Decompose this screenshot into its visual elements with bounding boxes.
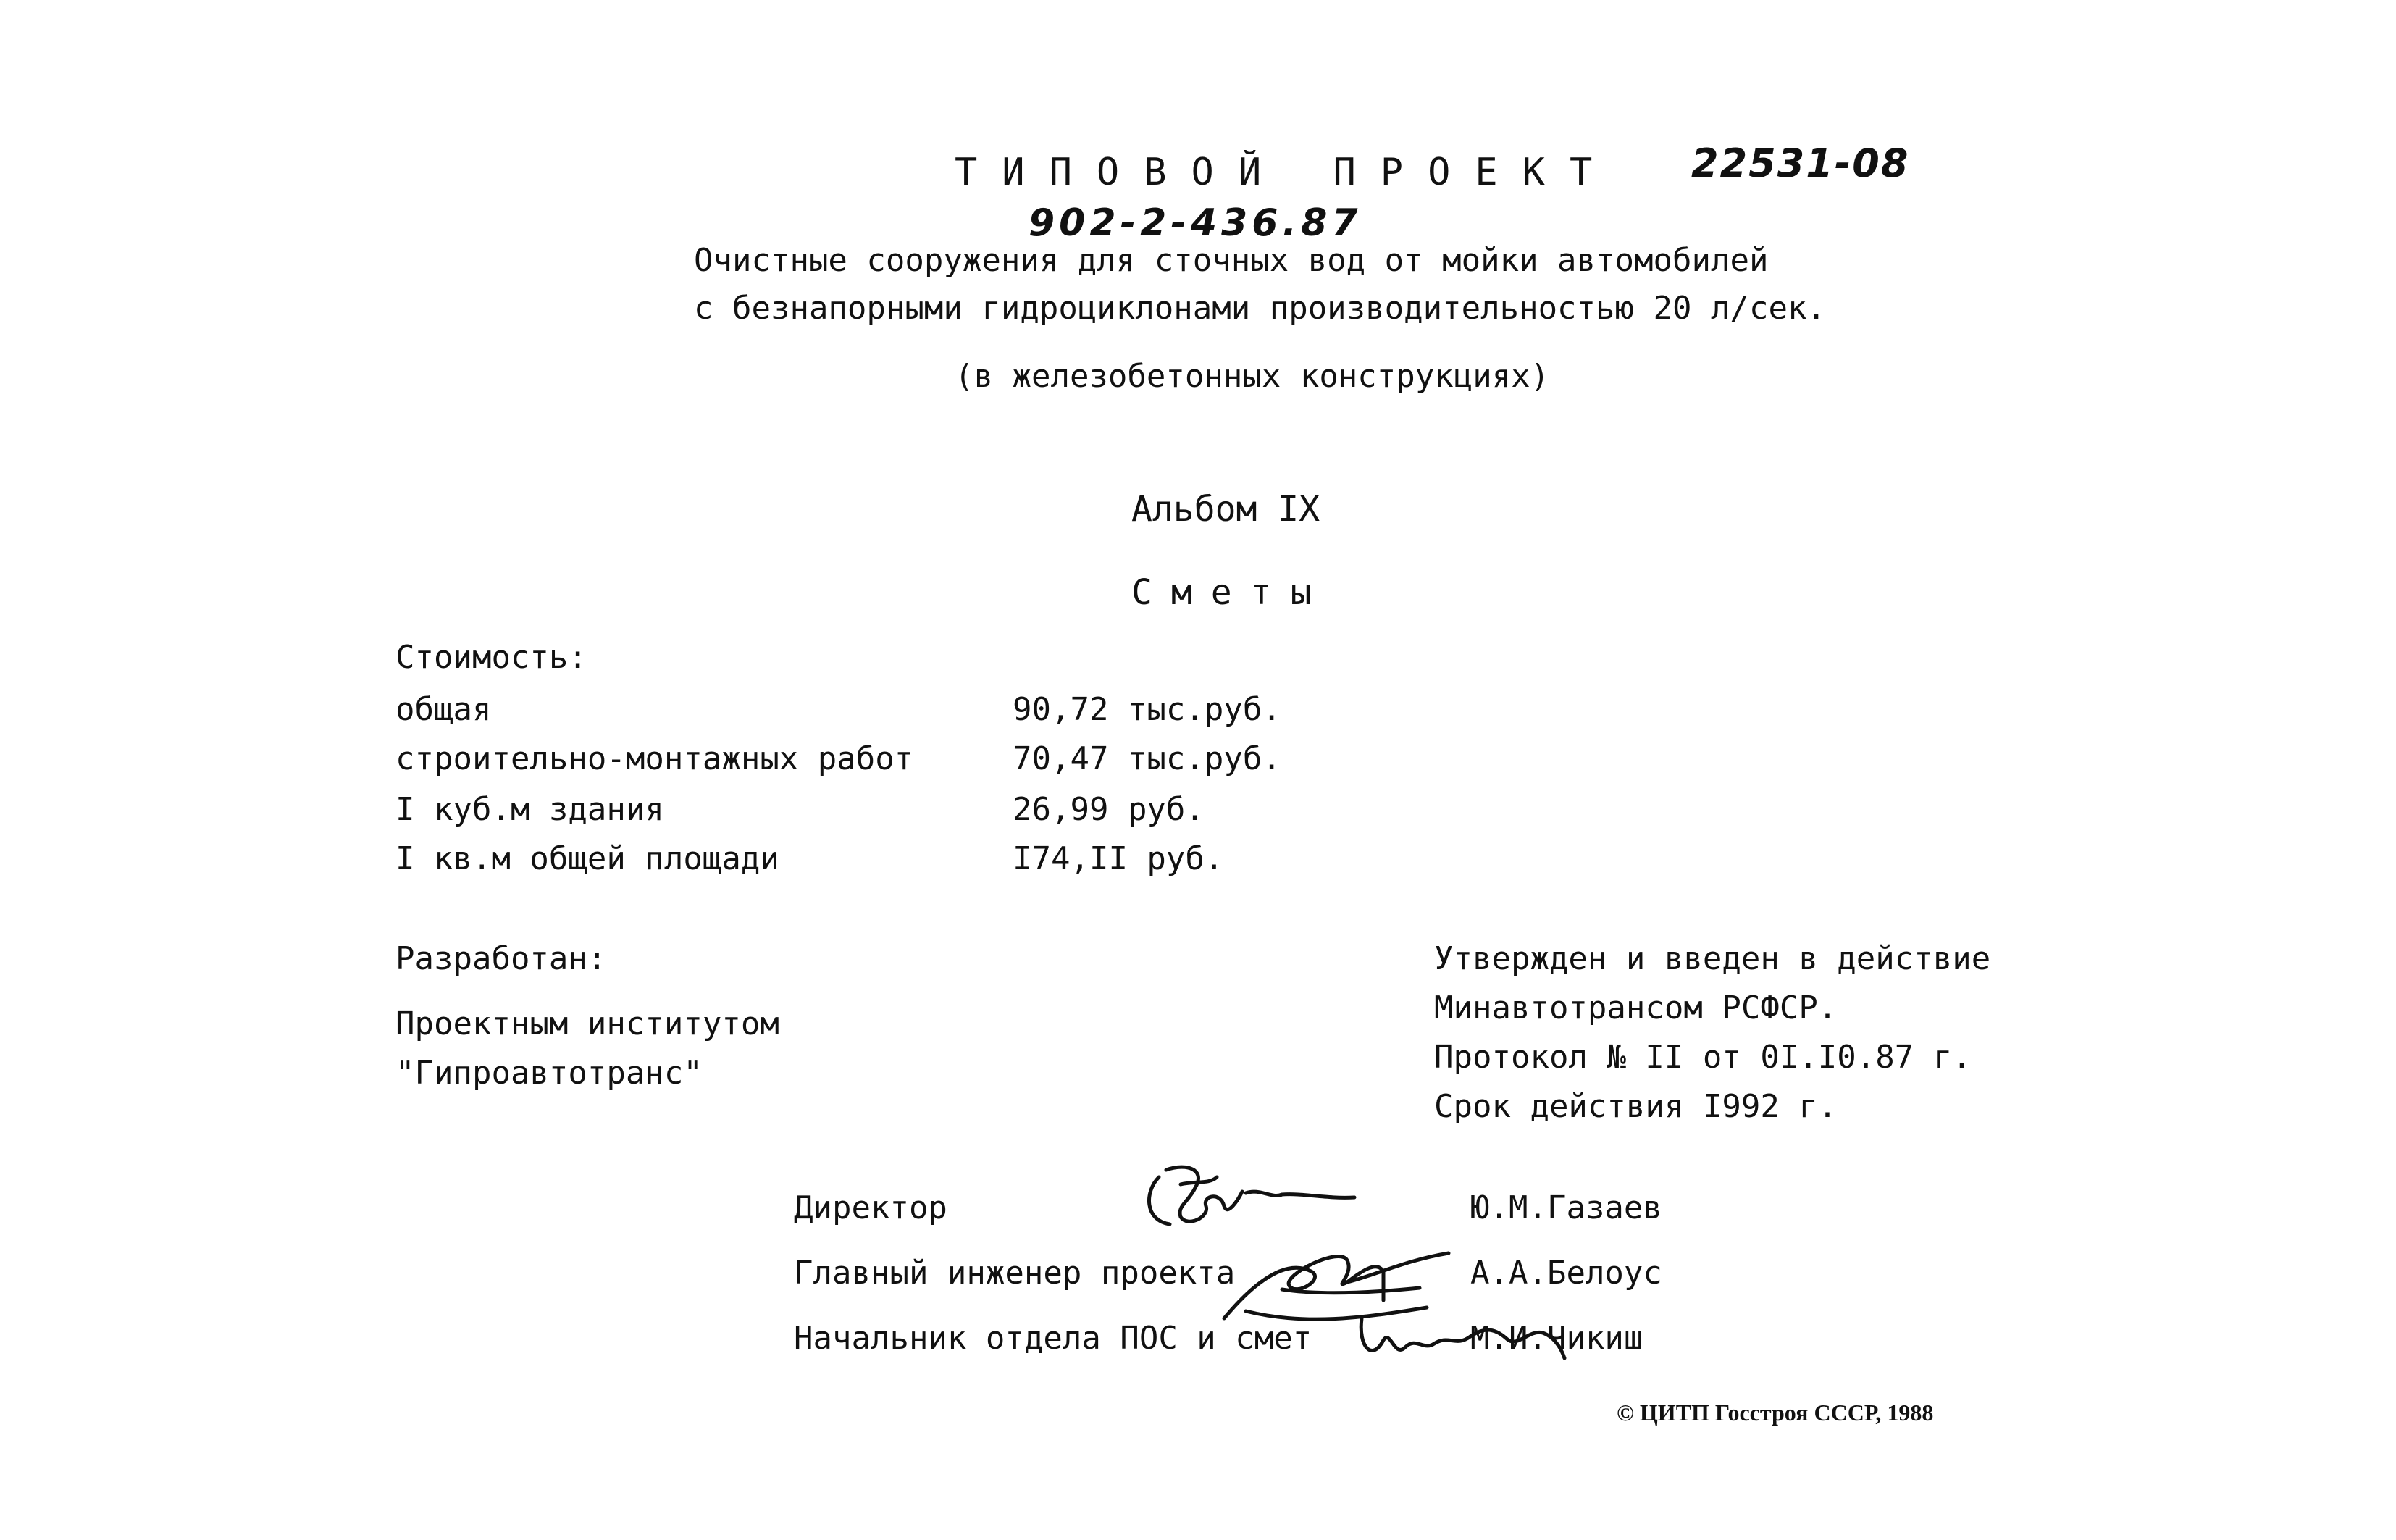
description-line-3: (в железобетонных конструкциях) — [955, 358, 1550, 395]
approval-line-3: Протокол № II от 0I.I0.87 г. — [1434, 1039, 1972, 1076]
signature-name-department-head: М.И.Чикиш — [1470, 1320, 1643, 1357]
cost-row-value: 90,72 тыс.руб. — [1013, 691, 1281, 728]
cost-row-value: I74,II руб. — [1013, 840, 1224, 877]
cost-row-label: строительно-монтажных работ — [395, 740, 914, 777]
approval-line-1: Утвержден и введен в действие — [1434, 940, 1991, 977]
album-subject: Сметы — [1131, 572, 1331, 613]
signature-role-director: Директор — [794, 1189, 947, 1226]
cost-row-label: I куб.м здания — [395, 791, 664, 828]
signature-role-department-head: Начальник отдела ПОС и смет — [794, 1320, 1312, 1357]
signature-role-chief-engineer: Главный инженер проекта — [794, 1255, 1236, 1292]
approval-line-2: Минавтотрансом РСФСР. — [1434, 989, 1838, 1026]
cost-row-value: 70,47 тыс.руб. — [1013, 740, 1281, 777]
cost-row-label: общая — [395, 691, 492, 728]
inventory-number: 22531-08 — [1691, 141, 1910, 186]
cost-row-value: 26,99 руб. — [1013, 791, 1205, 828]
copyright-notice: © ЦИТП Госстроя СССР, 1988 — [1617, 1399, 1934, 1426]
project-number: 902-2-436.87 — [1029, 201, 1362, 245]
signature-department-head-mark — [1354, 1297, 1572, 1376]
description-line-1: Очистные сооружения для сточных вод от мойки автомобилей — [694, 242, 1769, 279]
signature-name-chief-engineer: А.А.Белоус — [1470, 1255, 1662, 1292]
document-title: ТИПОВОЙ ПРОЕКТ — [955, 151, 1617, 194]
album-label: Альбом IX — [1131, 489, 1320, 530]
developer-heading: Разработан: — [395, 940, 607, 977]
cost-heading: Стоимость: — [395, 639, 587, 676]
signature-director-mark — [1137, 1148, 1369, 1242]
approval-line-4: Срок действия I992 г. — [1434, 1088, 1838, 1125]
signature-name-director: Ю.М.Газаев — [1470, 1189, 1662, 1226]
description-line-2: с безнапорными гидроциклонами производительностью 20 л/сек. — [694, 290, 1826, 327]
developer-line-1: Проектным институтом — [395, 1005, 779, 1042]
cost-row-label: I кв.м общей площади — [395, 840, 779, 877]
developer-line-2: "Гипроавтотранс" — [395, 1055, 703, 1092]
